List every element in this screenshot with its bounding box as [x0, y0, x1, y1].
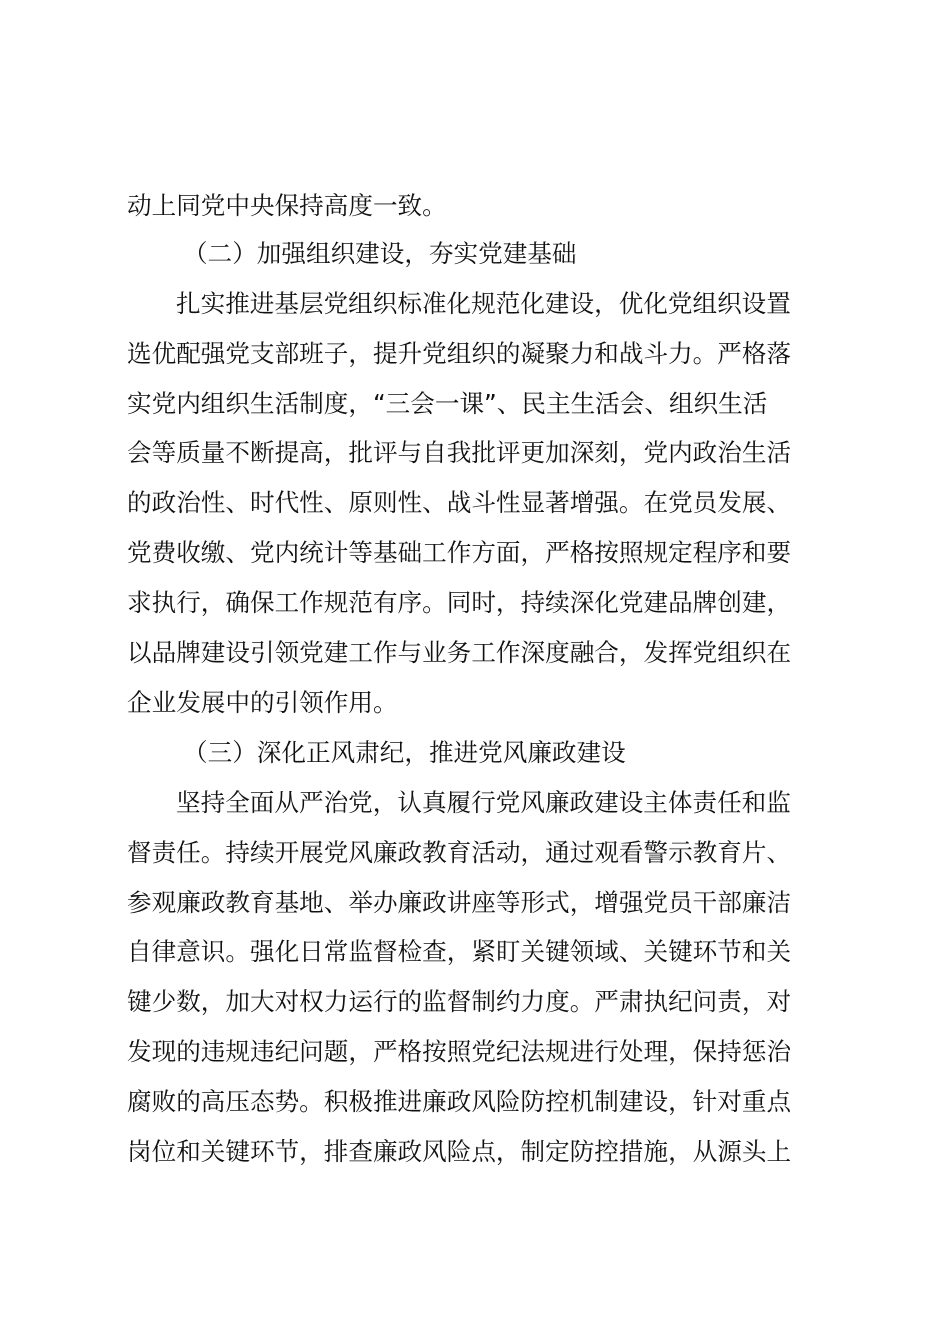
paragraph-line: 岗位和关键环节，排查廉政风险点，制定防控措施，从源头上: [127, 1137, 792, 1166]
paragraph-line: 求执行，确保工作规范有序。同时，持续深化党建品牌创建，: [127, 588, 792, 617]
paragraph-line: 督责任。持续开展党风廉政教育活动，通过观看警示教育片、: [127, 838, 792, 867]
paragraph-line: 键少数，加大对权力运行的监督制约力度。严肃执纪问责，对: [127, 987, 792, 1016]
paragraph-line: 扎实推进基层党组织标准化规范化建设，优化党组织设置: [176, 289, 791, 318]
paragraph-line: 发现的违规违纪问题，严格按照党纪法规进行处理，保持惩治: [127, 1037, 792, 1066]
section-heading-2: （二）加强组织建设，夯实党建基础: [183, 239, 577, 268]
section-heading-3: （三）深化正风肃纪，推进党风廉政建设: [183, 738, 626, 767]
paragraph-line: 会等质量不断提高，批评与自我批评更加深刻，党内政治生活: [127, 438, 792, 467]
paragraph-line: 的政治性、时代性、原则性、战斗性显著增强。在党员发展、: [127, 488, 792, 517]
paragraph-line: 以品牌建设引领党建工作与业务工作深度融合，发挥党组织在: [127, 638, 792, 667]
paragraph-line: 自律意识。强化日常监督检查，紧盯关键领域、关键环节和关: [127, 937, 792, 966]
paragraph-line: 坚持全面从严治党，认真履行党风廉政建设主体责任和监: [176, 788, 791, 817]
paragraph-line: 实党内组织生活制度，“三会一课”、民主生活会、组织生活: [127, 389, 768, 418]
paragraph-line: 动上同党中央保持高度一致。: [127, 191, 447, 220]
paragraph-line: 选优配强党支部班子，提升党组织的凝聚力和战斗力。严格落: [127, 339, 792, 368]
paragraph-line: 参观廉政教育基地、举办廉政讲座等形式，增强党员干部廉洁: [127, 888, 792, 917]
paragraph-line: 腐败的高压态势。积极推进廉政风险防控机制建设，针对重点: [127, 1087, 792, 1116]
paragraph-line: 企业发展中的引领作用。: [127, 688, 398, 717]
paragraph-line: 党费收缴、党内统计等基础工作方面，严格按照规定程序和要: [127, 538, 792, 567]
